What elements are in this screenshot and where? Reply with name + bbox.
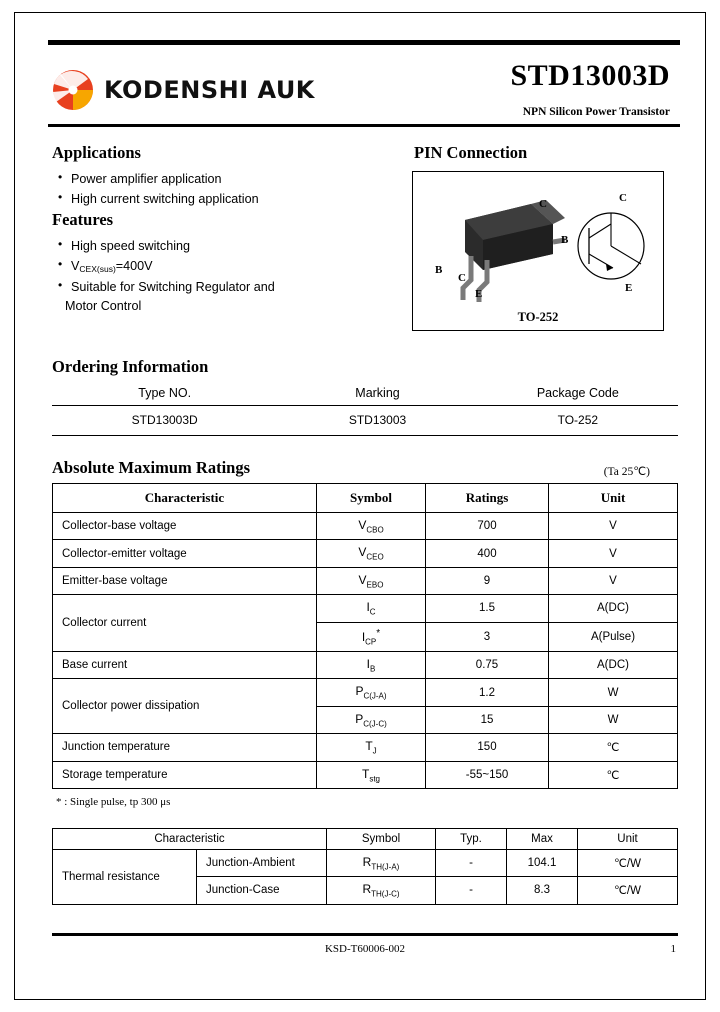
- table-row: [53, 513, 678, 540]
- part-subtitle: NPN Silicon Power Transistor: [522, 106, 670, 118]
- therm-symbol-sub: TH(J-A): [371, 862, 400, 872]
- amr-symbol: [317, 513, 426, 540]
- list-item: • Suitable for Switching Regulator and: [58, 277, 404, 297]
- therm-sublabel: Junction-Case: [197, 877, 327, 904]
- pin-label-b-left: B: [435, 264, 443, 276]
- amr-symbol-base: P: [355, 711, 364, 726]
- ordering-cell-package: TO-252: [478, 406, 678, 436]
- amr-unit: A(Pulse): [549, 622, 678, 651]
- amr-rating: 1.5: [426, 595, 549, 622]
- amr-symbol-base: I: [361, 629, 366, 644]
- amr-rating: 700: [426, 513, 549, 540]
- amr-header-characteristic: Characteristic: [53, 484, 317, 513]
- amr-symbol-sub: C: [369, 607, 376, 617]
- therm-symbol-sub: TH(J-C): [371, 889, 400, 899]
- amr-characteristic: Collector-emitter voltage: [53, 540, 317, 567]
- table-row: [53, 761, 678, 788]
- amr-symbol: [317, 651, 426, 678]
- amr-symbol: [317, 761, 426, 788]
- table-row: [52, 406, 678, 436]
- amr-rating: -55~150: [426, 761, 549, 788]
- table-row: [53, 567, 678, 594]
- amr-unit: W: [549, 679, 678, 706]
- amr-symbol-base: V: [358, 572, 367, 587]
- table-row: [53, 540, 678, 567]
- pin-label-e-circle: E: [625, 282, 633, 294]
- therm-unit: ℃/W: [578, 877, 678, 904]
- header-rule: [48, 124, 680, 127]
- applications-list: [58, 169, 404, 210]
- company-logo: [52, 69, 315, 111]
- list-item: • High current switching application: [58, 189, 404, 209]
- list-item-vceo: • $V_{CEX(sus)}=400V$: [58, 256, 404, 277]
- left-column: [48, 143, 404, 331]
- amr-symbol-base: V: [358, 545, 367, 560]
- therm-max: 104.1: [507, 849, 578, 876]
- pin-label-c-top: C: [539, 198, 547, 210]
- absolute-max-ratings-table: [52, 483, 678, 789]
- ordering-cell-type: STD13003D: [52, 406, 277, 436]
- amr-symbol: [317, 595, 426, 622]
- amr-symbol: [317, 734, 426, 761]
- top-columns: [48, 143, 680, 331]
- absolute-max-condition: (Ta 25℃): [603, 466, 650, 478]
- amr-symbol-sub: C(J-C): [363, 719, 387, 729]
- therm-typ: -: [436, 849, 507, 876]
- therm-unit: ℃/W: [578, 849, 678, 876]
- applications-title: Applications: [52, 143, 141, 162]
- therm-header-symbol: Symbol: [327, 828, 436, 849]
- package-name: TO-252: [517, 310, 559, 324]
- therm-symbol: [327, 877, 436, 904]
- amr-characteristic: Collector current: [53, 595, 317, 652]
- amr-symbol-base: P: [355, 684, 364, 699]
- pin-label-e-left: E: [475, 288, 483, 300]
- amr-symbol: [317, 679, 426, 706]
- therm-header-unit: Unit: [578, 828, 678, 849]
- amr-unit: A(DC): [549, 651, 678, 678]
- list-item: • Power amplifier application: [58, 169, 404, 189]
- vceo-subscript: CEX(sus): [79, 264, 116, 275]
- amr-rating: 3: [426, 622, 549, 651]
- amr-symbol-sub: B: [370, 664, 376, 674]
- ordering-title: Ordering Information: [52, 357, 209, 376]
- therm-header-typ: Typ.: [436, 828, 507, 849]
- amr-symbol-sub: CP: [365, 636, 377, 646]
- amr-symbol-sub: EBO: [366, 580, 384, 590]
- amr-characteristic: Storage temperature: [53, 761, 317, 788]
- amr-characteristic: Collector-base voltage: [53, 513, 317, 540]
- therm-typ: -: [436, 877, 507, 904]
- features-title: Features: [52, 209, 114, 229]
- table-header-row: [53, 484, 678, 513]
- table-row: [53, 734, 678, 761]
- amr-unit: A(DC): [549, 595, 678, 622]
- amr-unit: ℃: [549, 761, 678, 788]
- amr-unit: W: [549, 706, 678, 733]
- amr-rating: 9: [426, 567, 549, 594]
- ordering-header-package: Package Code: [478, 383, 678, 406]
- therm-max: 8.3: [507, 877, 578, 904]
- right-column: [404, 143, 680, 331]
- table-row: [53, 651, 678, 678]
- amr-symbol-sub: CBO: [366, 525, 384, 535]
- amr-unit: ℃: [549, 734, 678, 761]
- part-number: STD13003D: [510, 59, 670, 92]
- therm-group-label: Thermal resistance: [53, 849, 197, 904]
- table-header-row: [53, 828, 678, 849]
- amr-rating: 1.2: [426, 679, 549, 706]
- amr-characteristic: Junction temperature: [53, 734, 317, 761]
- thermal-resistance-table: [52, 828, 678, 905]
- features-item-continuation: Motor Control: [65, 299, 142, 314]
- ordering-header-type: Type NO.: [52, 383, 277, 406]
- pin-connection-title: PIN Connection: [414, 143, 528, 162]
- amr-symbol: [317, 622, 426, 651]
- amr-symbol: [317, 567, 426, 594]
- pin-label-c-left: C: [458, 272, 466, 284]
- company-name: KODENSHI AUK: [104, 76, 315, 104]
- pin-label-b-right: B: [561, 234, 569, 246]
- amr-rating: 150: [426, 734, 549, 761]
- ordering-table: [52, 383, 678, 436]
- ordering-information: [48, 357, 680, 436]
- table-row: [53, 849, 678, 876]
- amr-header-unit: Unit: [549, 484, 678, 513]
- amr-symbol-base: T: [361, 766, 370, 781]
- amr-symbol-base: I: [366, 656, 370, 671]
- pin-label-c-circle: C: [619, 192, 627, 204]
- document-code: KSD-T60006-002: [324, 942, 406, 955]
- amr-symbol-sub: J: [372, 746, 377, 756]
- amr-header-ratings: Ratings: [426, 484, 549, 513]
- amr-rating: 0.75: [426, 651, 549, 678]
- absolute-max-title: Absolute Maximum Ratings: [52, 458, 251, 477]
- kodenshi-logo-icon: [52, 69, 94, 111]
- amr-symbol-sub: CEO: [366, 552, 384, 562]
- page-number: 1: [670, 942, 676, 955]
- amr-symbol-sup: *: [376, 627, 381, 639]
- amr-rating: 15: [426, 706, 549, 733]
- therm-symbol-base: R: [362, 854, 372, 869]
- pin-connection-diagram: [412, 171, 664, 331]
- amr-characteristic: Collector power dissipation: [53, 679, 317, 734]
- therm-symbol-base: R: [362, 882, 372, 897]
- amr-symbol-base: V: [358, 518, 367, 532]
- amr-characteristic: Base current: [53, 651, 317, 678]
- therm-header-max: Max: [507, 828, 578, 849]
- amr-unit: V: [549, 513, 678, 540]
- table-row: [53, 679, 678, 706]
- page-footer: [52, 936, 678, 955]
- ordering-cell-marking: STD13003: [277, 406, 477, 436]
- amr-unit: V: [549, 540, 678, 567]
- amr-symbol: [317, 540, 426, 567]
- absolute-max-header: [48, 458, 680, 478]
- table-row: [53, 595, 678, 622]
- amr-rating: 400: [426, 540, 549, 567]
- ordering-header-marking: Marking: [277, 383, 477, 406]
- pulse-note: * : Single pulse, tp 300 μs: [56, 795, 171, 808]
- title-block: [510, 59, 676, 118]
- amr-symbol-base: T: [365, 739, 373, 754]
- list-item: • High speed switching: [58, 236, 404, 256]
- table-header-row: [52, 383, 678, 406]
- amr-symbol-sub: stg: [369, 773, 380, 783]
- amr-symbol: [317, 706, 426, 733]
- page-header: [48, 45, 680, 124]
- therm-sublabel: Junction-Ambient: [197, 849, 327, 876]
- amr-unit: V: [549, 567, 678, 594]
- therm-header-characteristic: Characteristic: [53, 828, 327, 849]
- amr-symbol-sub: C(J-A): [363, 691, 387, 701]
- amr-characteristic: Emitter-base voltage: [53, 567, 317, 594]
- therm-symbol: [327, 849, 436, 876]
- amr-header-symbol: Symbol: [317, 484, 426, 513]
- amr-symbol-base: I: [366, 600, 370, 615]
- features-list: [58, 236, 404, 298]
